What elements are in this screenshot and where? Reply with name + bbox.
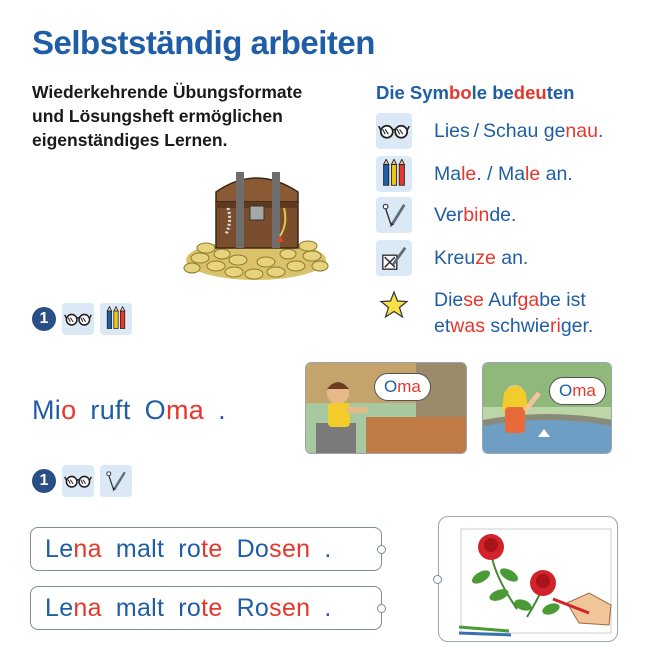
- title-segment: le be: [471, 82, 514, 103]
- syllable: Die: [434, 289, 464, 311]
- syllable: /: [469, 120, 484, 142]
- exercise-number-badge: 1: [32, 469, 56, 493]
- syllable: .: [218, 395, 226, 425]
- syllable: Kreu: [434, 247, 476, 269]
- sentence-text: [45, 535, 346, 564]
- syllable: ger.: [560, 315, 594, 337]
- word: [178, 594, 222, 622]
- syllable: be ist: [539, 289, 586, 311]
- word: [90, 395, 130, 425]
- word: [218, 395, 226, 425]
- connect-dot[interactable]: [377, 604, 386, 613]
- syllable: te: [201, 534, 223, 563]
- syllable: te: [201, 593, 223, 622]
- title-segment: ten: [546, 82, 575, 103]
- exercise1-sentence: [32, 395, 240, 426]
- syllable: Do: [236, 534, 270, 563]
- syllable: O: [559, 381, 573, 400]
- legend-item-connect: [376, 197, 516, 233]
- syllable: nau: [565, 120, 598, 142]
- connect-line-icon: [376, 197, 412, 233]
- syllable: .: [597, 120, 604, 142]
- pencils-icon: [376, 156, 412, 192]
- syllable: na: [73, 593, 102, 622]
- exercise-number-badge: 1: [32, 307, 56, 331]
- syllable: le: [525, 163, 541, 185]
- page-title: Selbstständig arbeiten: [32, 24, 375, 61]
- cross-out-icon: [376, 240, 412, 276]
- picture-drawing-roses: [438, 516, 618, 642]
- syllable: Lies: [434, 120, 470, 142]
- syllable: ma: [165, 395, 205, 425]
- syllable: ma: [572, 381, 596, 400]
- syllable: Mi: [32, 395, 62, 425]
- speech-bubble: [549, 377, 606, 405]
- sentence-strip-1: [30, 527, 382, 571]
- syllable: et: [434, 315, 451, 337]
- legend-title: [376, 82, 574, 104]
- legend-label: [434, 118, 603, 144]
- word: [324, 594, 331, 622]
- star-icon: [376, 287, 412, 323]
- picture-boy-calling: [305, 362, 467, 454]
- syllable: Ma: [434, 163, 462, 185]
- legend-line: [434, 245, 528, 271]
- intro-line: Wiederkehrende Übungsformate: [32, 82, 303, 102]
- syllable: sen: [269, 593, 311, 622]
- syllable: ze: [475, 247, 496, 269]
- word: [324, 535, 331, 563]
- sentence-strip-2: [30, 586, 382, 630]
- word: [145, 395, 204, 425]
- glasses-icon: [62, 465, 94, 497]
- syllable: was: [450, 315, 485, 337]
- picture-girl-calling: [482, 362, 612, 454]
- syllable: Ro: [236, 593, 270, 622]
- connect-line-icon: [100, 465, 132, 497]
- title-segment: deu: [513, 82, 547, 103]
- syllable: .: [324, 593, 332, 622]
- syllable: na: [73, 534, 102, 563]
- title-segment: Die Sym: [376, 82, 450, 103]
- legend-item-cross: [376, 240, 528, 276]
- word: [32, 395, 76, 425]
- syllable: ruft: [90, 395, 131, 425]
- syllable: o: [61, 395, 77, 425]
- legend-item-difficult: [376, 287, 593, 339]
- syllable: Le: [45, 593, 74, 622]
- legend-line: [434, 313, 593, 339]
- connect-dot[interactable]: [433, 575, 442, 584]
- syllable: ro: [178, 534, 202, 563]
- word: [116, 535, 164, 563]
- syllable: malt: [115, 593, 165, 622]
- syllable: se: [463, 289, 484, 311]
- pencils-icon: [100, 303, 132, 335]
- legend-line: [434, 287, 593, 313]
- syllable: O: [144, 395, 166, 425]
- syllable: an.: [540, 163, 573, 185]
- glasses-icon: [62, 303, 94, 335]
- syllable: de.: [489, 204, 517, 226]
- word: [45, 594, 102, 622]
- syllable: Le: [45, 534, 74, 563]
- syllable: .: [324, 534, 332, 563]
- syllable: . / Ma: [476, 163, 526, 185]
- legend-line: [434, 161, 573, 187]
- legend-line: [434, 202, 516, 228]
- legend-label: [434, 287, 593, 339]
- connect-dot[interactable]: [377, 545, 386, 554]
- glasses-icon: [376, 113, 412, 149]
- sentence-text: [45, 594, 346, 623]
- syllable: an.: [495, 247, 529, 269]
- syllable: ri: [549, 315, 561, 337]
- syllable: O: [384, 377, 398, 396]
- word: [45, 535, 102, 563]
- title-segment: bo: [449, 82, 472, 103]
- legend-label: [434, 202, 516, 228]
- syllable: schwie: [484, 315, 550, 337]
- syllable: malt: [115, 534, 165, 563]
- intro-text: [32, 80, 352, 152]
- word: [116, 594, 164, 622]
- word: [237, 594, 311, 622]
- word: [178, 535, 222, 563]
- syllable: Ver: [434, 204, 464, 226]
- legend-item-read: [376, 113, 603, 149]
- treasure-chest-image: [180, 162, 332, 284]
- syllable: sen: [269, 534, 311, 563]
- legend-item-paint: [376, 156, 573, 192]
- legend-label: [434, 161, 573, 187]
- exercise1-header: [32, 303, 132, 335]
- syllable: bin: [463, 204, 490, 226]
- syllable: Auf: [483, 289, 518, 311]
- syllable: Schau ge: [483, 120, 566, 142]
- intro-line: und Lösungsheft ermöglichen: [32, 106, 283, 126]
- syllable: ma: [397, 377, 421, 396]
- legend-label: [434, 245, 528, 271]
- syllable: le: [461, 163, 477, 185]
- syllable: ro: [178, 593, 202, 622]
- word: [237, 535, 311, 563]
- speech-bubble: [374, 373, 431, 401]
- legend-line: [434, 118, 603, 144]
- intro-line: eigenständiges Lernen.: [32, 130, 228, 150]
- syllable: ga: [517, 289, 540, 311]
- exercise2-header: [32, 465, 132, 497]
